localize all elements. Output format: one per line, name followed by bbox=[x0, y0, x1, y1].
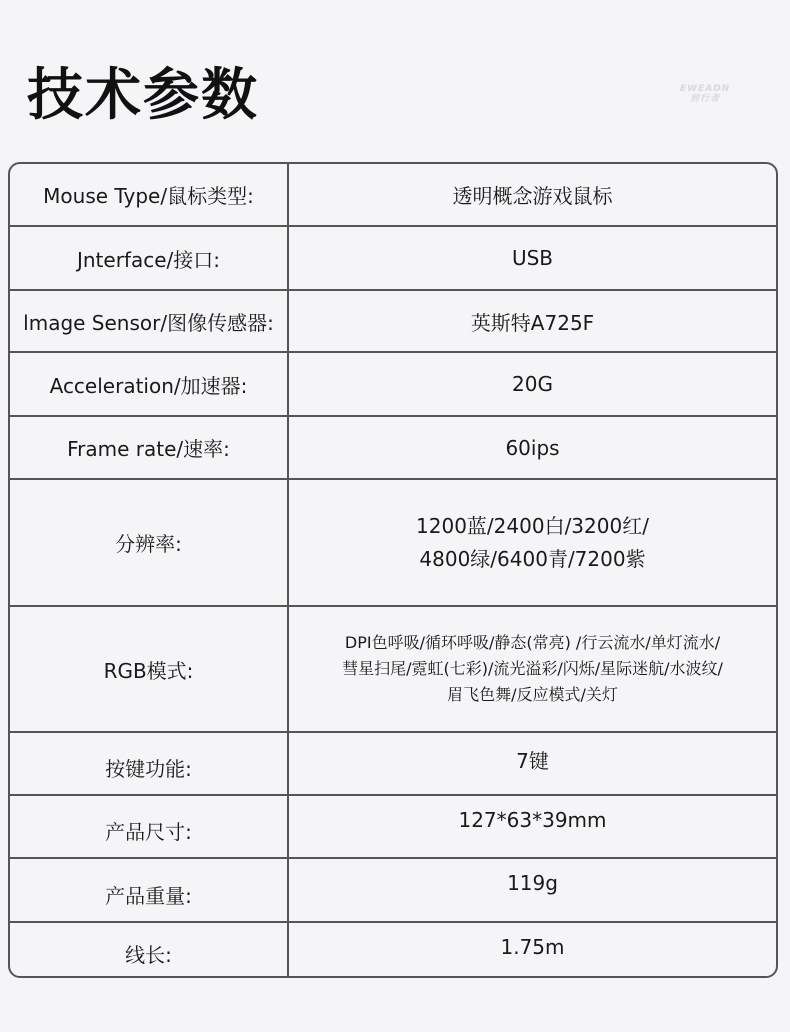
spec-value bbox=[289, 480, 776, 605]
spec-value-line: 1.75m bbox=[500, 935, 565, 959]
spec-value-line: 彗星扫尾/霓虹(七彩)/流光溢彩/闪烁/星际迷航/水波纹/ bbox=[342, 659, 723, 678]
watermark-line-1: EWEADN bbox=[680, 84, 731, 94]
spec-row-resolution bbox=[10, 480, 776, 607]
spec-value bbox=[289, 796, 776, 857]
spec-value-line: USB bbox=[511, 246, 554, 270]
spec-row-mouse-type bbox=[10, 164, 776, 227]
spec-value-line: 透明概念游戏鼠标 bbox=[452, 184, 613, 208]
spec-value-line: 60ips bbox=[505, 435, 560, 460]
spec-label: 产品尺寸: bbox=[10, 796, 289, 857]
spec-row-buttons bbox=[10, 733, 776, 796]
spec-label: Mouse Type/鼠标类型: bbox=[10, 164, 289, 225]
spec-row-acceleration bbox=[10, 353, 776, 417]
spec-value bbox=[289, 859, 776, 921]
spec-row-weight bbox=[10, 859, 776, 923]
spec-value bbox=[289, 164, 776, 225]
page-title: 技术参数 bbox=[27, 63, 259, 128]
spec-value-line: 眉飞色舞/反应模式/关灯 bbox=[447, 685, 618, 704]
spec-value bbox=[289, 291, 776, 351]
spec-row-cable-length bbox=[10, 923, 776, 978]
spec-label: 分辨率: bbox=[10, 480, 289, 605]
spec-label: lmage Sensor/图像传感器: bbox=[10, 291, 289, 351]
spec-value-line: 20G bbox=[512, 372, 553, 396]
spec-label: RGB模式: bbox=[10, 607, 289, 731]
spec-value-line: 127*63*39mm bbox=[458, 808, 607, 832]
spec-value bbox=[289, 227, 776, 289]
spec-label: 线长: bbox=[10, 923, 289, 978]
spec-value-line: 1200蓝/2400白/3200红/ bbox=[416, 513, 649, 538]
spec-row-frame-rate bbox=[10, 417, 776, 480]
watermark-line-2: 前行者 bbox=[690, 94, 721, 104]
spec-value bbox=[289, 607, 776, 731]
spec-label: Jnterface/接口: bbox=[10, 227, 289, 289]
spec-value-line: 4800绿/6400青/7200紫 bbox=[419, 546, 646, 571]
spec-row-dimensions bbox=[10, 796, 776, 859]
spec-value bbox=[289, 733, 776, 794]
brand-watermark bbox=[680, 84, 730, 104]
spec-value-line: 英斯特A725F bbox=[470, 310, 595, 335]
spec-label: 产品重量: bbox=[10, 859, 289, 921]
spec-label: 按键功能: bbox=[10, 733, 289, 794]
spec-value bbox=[289, 353, 776, 415]
spec-value-line: DPI色呼吸/循环呼吸/静态(常亮) /行云流水/单灯流水/ bbox=[344, 633, 721, 652]
spec-row-interface bbox=[10, 227, 776, 291]
spec-value-line: 7键 bbox=[516, 749, 549, 773]
spec-value bbox=[289, 417, 776, 478]
spec-row-rgb-mode bbox=[10, 607, 776, 733]
spec-value-line: 119g bbox=[507, 871, 558, 895]
spec-value bbox=[289, 923, 776, 978]
spec-row-image-sensor bbox=[10, 291, 776, 353]
spec-label: Acceleration/加速器: bbox=[10, 353, 289, 415]
spec-label: Frame rate/速率: bbox=[10, 417, 289, 478]
spec-table bbox=[8, 162, 778, 978]
